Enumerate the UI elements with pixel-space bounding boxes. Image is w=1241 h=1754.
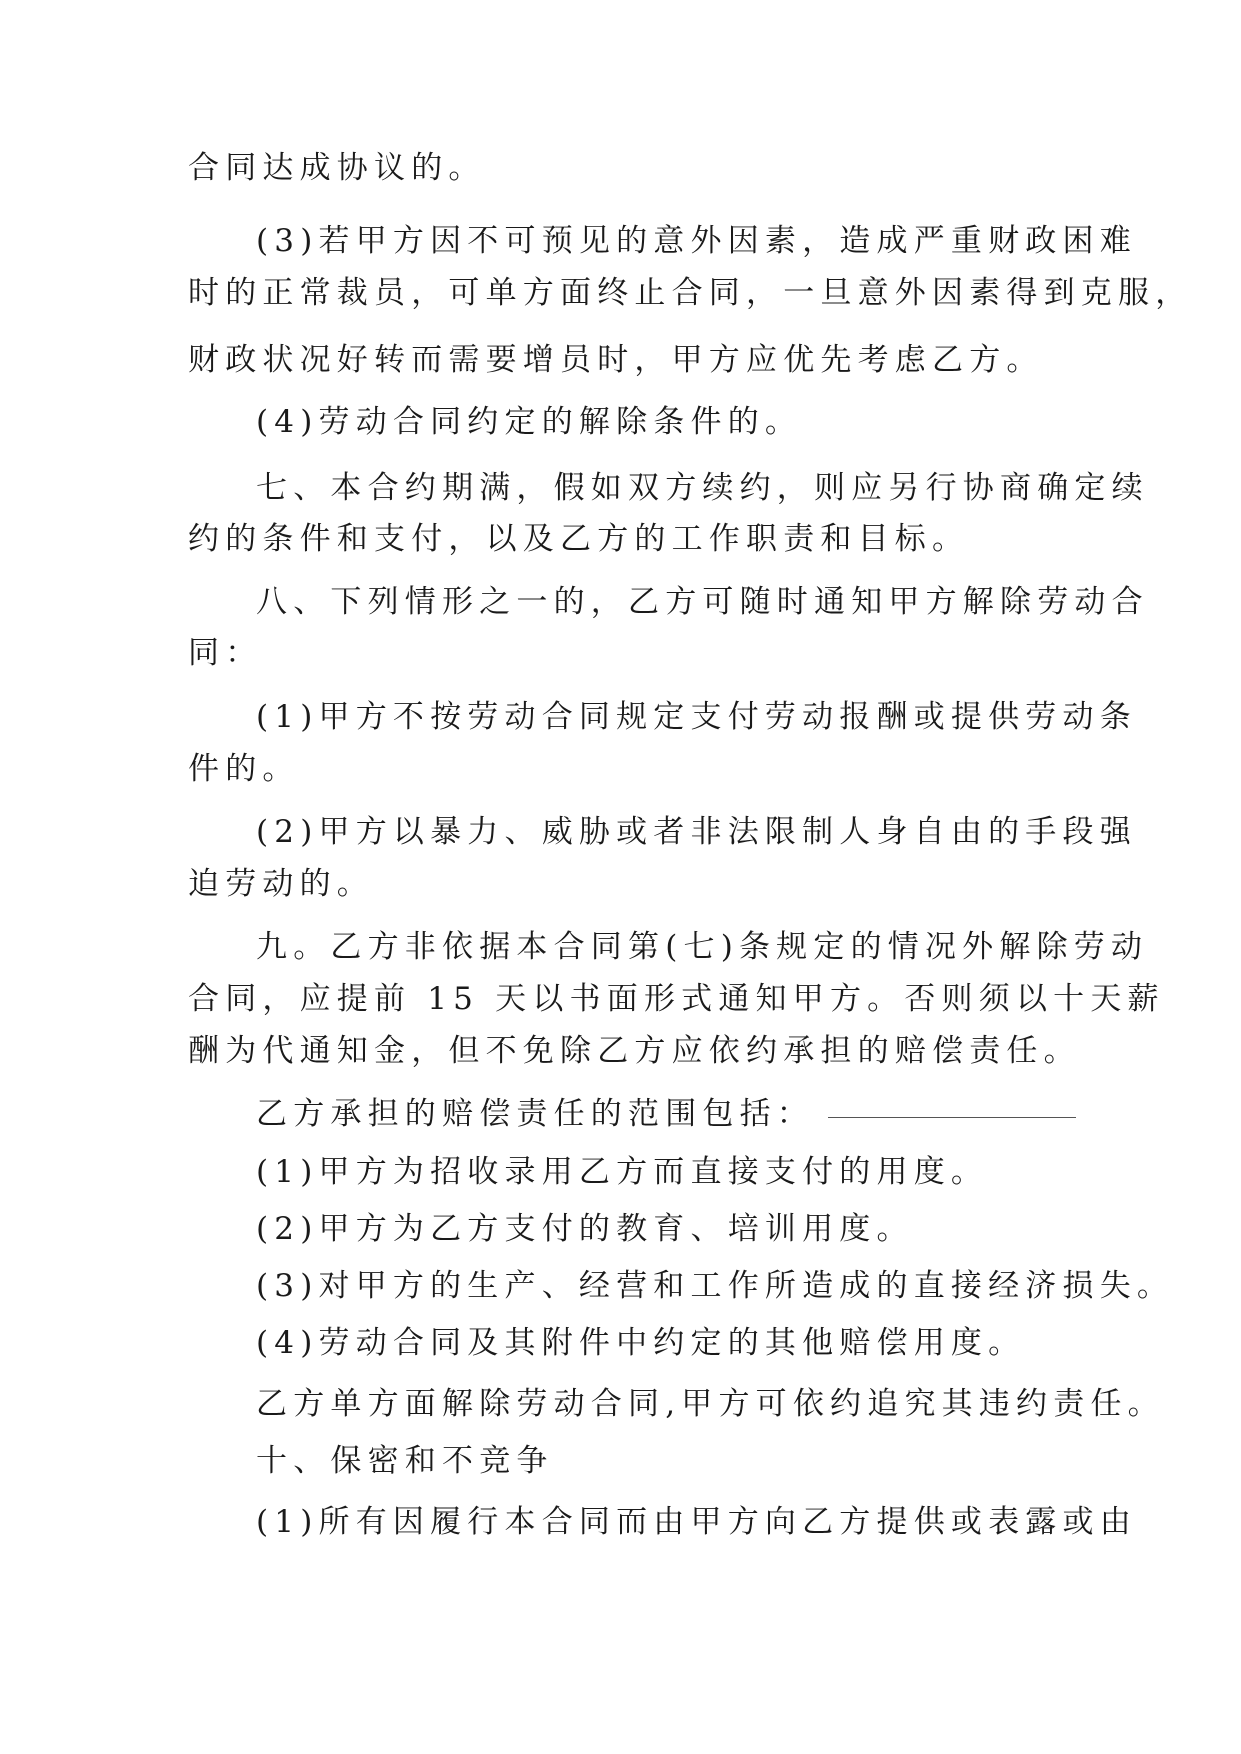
text-line: 乙方单方面解除劳动合同,甲方可依约追究其违约责任。: [256, 1386, 1165, 1422]
text-line: 八、下列情形之一的，乙方可随时通知甲方解除劳动合: [256, 584, 1149, 620]
text-line: 乙方承担的赔偿责任的范围包括：: [256, 1096, 814, 1132]
text-line: 件的。: [188, 751, 300, 787]
text-line: (1)甲方不按劳动合同规定支付劳动报酬或提供劳动条: [256, 699, 1137, 735]
text-line: 合同达成协议的。: [188, 150, 486, 186]
text-line: (2)甲方为乙方支付的教育、培训用度。: [256, 1211, 914, 1247]
text-line-with-blank: [256, 1094, 1076, 1134]
text-line: 十、保密和不竞争: [256, 1443, 554, 1479]
text-line: 九。乙方非依据本合同第(七)条规定的情况外解除劳动: [256, 929, 1149, 965]
text-line: 合同，应提前 15 天以书面形式通知甲方。否则须以十天薪: [188, 981, 1165, 1017]
text-line: 同：: [188, 635, 263, 671]
text-line: (4)劳动合同约定的解除条件的。: [256, 404, 803, 440]
text-line: 酬为代通知金，但不免除乙方应依约承担的赔偿责任。: [188, 1033, 1081, 1069]
fill-in-blank: [828, 1116, 1076, 1118]
text-line: 财政状况好转而需要增员时，甲方应优先考虑乙方。: [188, 342, 1044, 378]
text-line: (1)所有因履行本合同而由甲方向乙方提供或表露或由: [256, 1504, 1137, 1540]
text-line: 迫劳动的。: [188, 866, 374, 902]
text-line: 约的条件和支付，以及乙方的工作职责和目标。: [188, 521, 970, 557]
text-line: 时的正常裁员，可单方面终止合同，一旦意外因素得到克服，: [188, 275, 1193, 311]
text-line: 七、本合约期满，假如双方续约，则应另行协商确定续: [256, 470, 1149, 506]
text-line: (2)甲方以暴力、威胁或者非法限制人身自由的手段强: [256, 814, 1137, 850]
text-line: (3)若甲方因不可预见的意外因素，造成严重财政困难: [256, 223, 1137, 259]
text-line: (1)甲方为招收录用乙方而直接支付的用度。: [256, 1154, 989, 1190]
text-line: (4)劳动合同及其附件中约定的其他赔偿用度。: [256, 1325, 1026, 1361]
text-line: (3)对甲方的生产、经营和工作所造成的直接经济损失。: [256, 1268, 1175, 1304]
